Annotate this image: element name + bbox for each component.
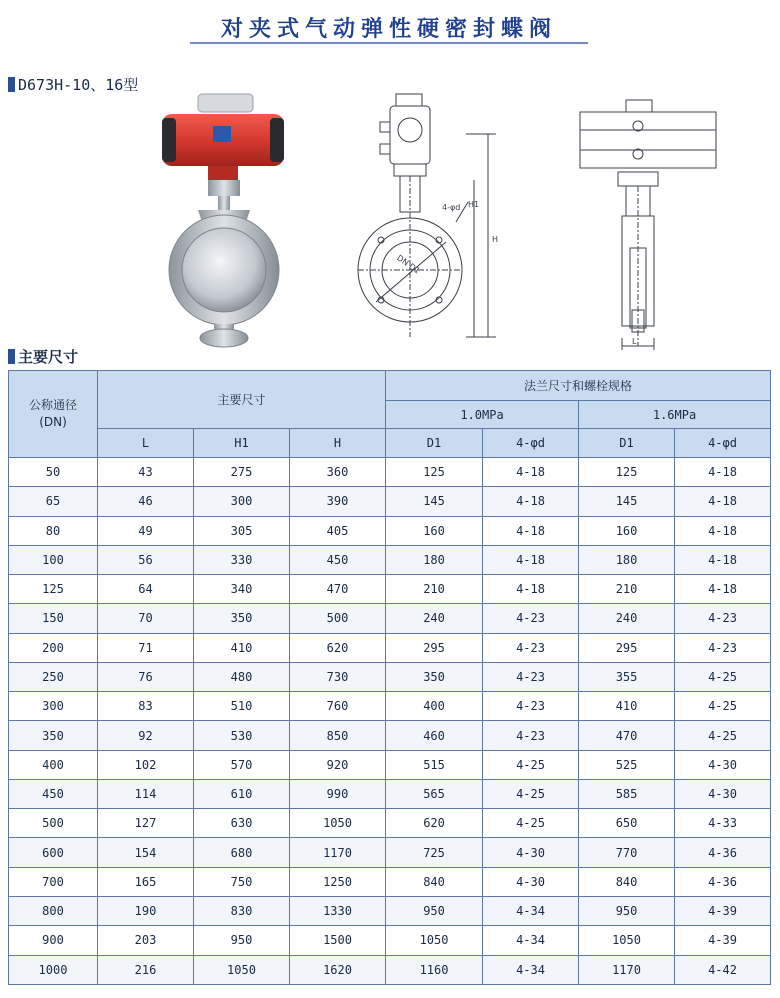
value-cell: 4-23: [675, 604, 771, 633]
value-cell: 240: [386, 604, 483, 633]
value-cell: 570: [194, 750, 290, 779]
value-cell: 4-18: [483, 575, 579, 604]
value-cell: 650: [579, 809, 675, 838]
value-cell: 180: [386, 545, 483, 574]
header-pressure-1-6: 1.6MPa: [579, 401, 771, 429]
header-pressure-1-0: 1.0MPa: [386, 401, 579, 429]
value-cell: 620: [290, 633, 386, 662]
value-cell: 525: [579, 750, 675, 779]
value-cell: 750: [194, 867, 290, 896]
table-row: [9, 779, 771, 808]
value-cell: 330: [194, 545, 290, 574]
value-cell: 950: [579, 896, 675, 925]
value-cell: 210: [386, 575, 483, 604]
subheader-cell: D1: [579, 429, 675, 458]
value-cell: 730: [290, 662, 386, 691]
value-cell: 4-23: [675, 633, 771, 662]
subheader-cell: 4-φd: [675, 429, 771, 458]
value-cell: 4-34: [483, 955, 579, 984]
dn-cell: 200: [9, 633, 98, 662]
value-cell: 70: [98, 604, 194, 633]
subheader-cell: 4-φd: [483, 429, 579, 458]
dn-cell: 125: [9, 575, 98, 604]
table-row: [9, 633, 771, 662]
value-cell: 620: [386, 809, 483, 838]
value-cell: 990: [290, 779, 386, 808]
value-cell: 4-18: [675, 545, 771, 574]
value-cell: 305: [194, 516, 290, 545]
value-cell: 770: [579, 838, 675, 867]
value-cell: 515: [386, 750, 483, 779]
value-cell: 4-30: [675, 779, 771, 808]
valve-photo: [158, 92, 293, 350]
value-cell: 4-25: [483, 809, 579, 838]
value-cell: 530: [194, 721, 290, 750]
table-row: [9, 545, 771, 574]
value-cell: 4-18: [675, 516, 771, 545]
h1-label: H1: [468, 200, 480, 209]
value-cell: 64: [98, 575, 194, 604]
value-cell: 4-34: [483, 926, 579, 955]
l-label: L: [632, 337, 637, 346]
value-cell: 1050: [290, 809, 386, 838]
value-cell: 630: [194, 809, 290, 838]
value-cell: 4-33: [675, 809, 771, 838]
table-row: [9, 867, 771, 896]
subheader-cell: D1: [386, 429, 483, 458]
value-cell: 145: [386, 487, 483, 516]
value-cell: 125: [579, 458, 675, 487]
dn-d1-label: DN D1: [395, 253, 422, 276]
value-cell: 950: [194, 926, 290, 955]
value-cell: 400: [386, 692, 483, 721]
value-cell: 210: [579, 575, 675, 604]
dn-cell: 400: [9, 750, 98, 779]
model-label: D673H-10、16型: [18, 76, 139, 94]
value-cell: 154: [98, 838, 194, 867]
section-heading: [8, 346, 78, 367]
value-cell: 4-18: [483, 458, 579, 487]
value-cell: 610: [194, 779, 290, 808]
value-cell: 125: [386, 458, 483, 487]
value-cell: 405: [290, 516, 386, 545]
dn-cell: 250: [9, 662, 98, 691]
subheader-cell: L: [98, 429, 194, 458]
value-cell: 500: [290, 604, 386, 633]
dn-cell: 500: [9, 809, 98, 838]
dimensions-table: [8, 370, 771, 985]
value-cell: 1050: [579, 926, 675, 955]
table-row: [9, 838, 771, 867]
value-cell: 355: [579, 662, 675, 691]
value-cell: 830: [194, 896, 290, 925]
value-cell: 350: [386, 662, 483, 691]
value-cell: 295: [579, 633, 675, 662]
value-cell: 340: [194, 575, 290, 604]
model-marker: [8, 77, 15, 92]
value-cell: 145: [579, 487, 675, 516]
value-cell: 760: [290, 692, 386, 721]
value-cell: 410: [579, 692, 675, 721]
table-row: [9, 516, 771, 545]
title-underline: [190, 42, 588, 44]
value-cell: 4-25: [483, 750, 579, 779]
subheader-cell: H: [290, 429, 386, 458]
bolt-label: 4-φd: [442, 203, 461, 212]
value-cell: 950: [386, 896, 483, 925]
dn-cell: 900: [9, 926, 98, 955]
side-view-drawing: [578, 98, 718, 350]
header-main-dimensions: 主要尺寸: [98, 371, 386, 429]
dn-cell: 150: [9, 604, 98, 633]
value-cell: 4-25: [675, 692, 771, 721]
value-cell: 240: [579, 604, 675, 633]
dn-cell: 80: [9, 516, 98, 545]
value-cell: 480: [194, 662, 290, 691]
value-cell: 295: [386, 633, 483, 662]
value-cell: 1500: [290, 926, 386, 955]
table-row: [9, 458, 771, 487]
value-cell: 4-18: [675, 575, 771, 604]
value-cell: 470: [290, 575, 386, 604]
value-cell: 460: [386, 721, 483, 750]
header-flange: 法兰尺寸和螺栓规格: [386, 371, 771, 401]
value-cell: 165: [98, 867, 194, 896]
value-cell: 56: [98, 545, 194, 574]
value-cell: 4-34: [483, 896, 579, 925]
value-cell: 4-30: [483, 838, 579, 867]
value-cell: 4-23: [483, 633, 579, 662]
value-cell: 92: [98, 721, 194, 750]
value-cell: 1250: [290, 867, 386, 896]
value-cell: 4-18: [483, 516, 579, 545]
value-cell: 160: [579, 516, 675, 545]
value-cell: 46: [98, 487, 194, 516]
value-cell: 840: [386, 867, 483, 896]
value-cell: 4-39: [675, 896, 771, 925]
value-cell: 4-36: [675, 838, 771, 867]
table-row: [9, 487, 771, 516]
value-cell: 585: [579, 779, 675, 808]
value-cell: 160: [386, 516, 483, 545]
value-cell: 4-23: [483, 604, 579, 633]
dn-cell: 600: [9, 838, 98, 867]
subheader-cell: H1: [194, 429, 290, 458]
table-row: [9, 604, 771, 633]
table-row: [9, 955, 771, 984]
value-cell: 350: [194, 604, 290, 633]
value-cell: 1050: [386, 926, 483, 955]
value-cell: 1620: [290, 955, 386, 984]
value-cell: 565: [386, 779, 483, 808]
value-cell: 4-25: [483, 779, 579, 808]
value-cell: 510: [194, 692, 290, 721]
value-cell: 4-42: [675, 955, 771, 984]
value-cell: 840: [579, 867, 675, 896]
value-cell: 1330: [290, 896, 386, 925]
value-cell: 410: [194, 633, 290, 662]
value-cell: 4-23: [483, 662, 579, 691]
value-cell: 4-18: [483, 545, 579, 574]
value-cell: 850: [290, 721, 386, 750]
value-cell: 360: [290, 458, 386, 487]
header-dn: 公称通径 (DN): [9, 371, 98, 458]
section-label: 主要尺寸: [18, 348, 79, 366]
value-cell: 1170: [290, 838, 386, 867]
value-cell: 300: [194, 487, 290, 516]
dn-cell: 50: [9, 458, 98, 487]
table-row: [9, 721, 771, 750]
value-cell: 680: [194, 838, 290, 867]
dn-cell: 350: [9, 721, 98, 750]
value-cell: 71: [98, 633, 194, 662]
value-cell: 43: [98, 458, 194, 487]
value-cell: 1170: [579, 955, 675, 984]
value-cell: 4-30: [483, 867, 579, 896]
value-cell: 275: [194, 458, 290, 487]
dn-cell: 100: [9, 545, 98, 574]
value-cell: 127: [98, 809, 194, 838]
table-row: [9, 926, 771, 955]
value-cell: 4-23: [483, 692, 579, 721]
table-row: [9, 750, 771, 779]
table-row: [9, 809, 771, 838]
value-cell: 203: [98, 926, 194, 955]
value-cell: 4-18: [483, 487, 579, 516]
value-cell: 4-36: [675, 867, 771, 896]
value-cell: 83: [98, 692, 194, 721]
value-cell: 180: [579, 545, 675, 574]
value-cell: 190: [98, 896, 194, 925]
value-cell: 1050: [194, 955, 290, 984]
dn-cell: 65: [9, 487, 98, 516]
value-cell: 450: [290, 545, 386, 574]
value-cell: 920: [290, 750, 386, 779]
value-cell: 4-39: [675, 926, 771, 955]
value-cell: 216: [98, 955, 194, 984]
dn-cell: 800: [9, 896, 98, 925]
dn-cell: 300: [9, 692, 98, 721]
page-title: 对夹式气动弹性硬密封蝶阀: [220, 16, 557, 42]
value-cell: 4-30: [675, 750, 771, 779]
value-cell: 4-18: [675, 458, 771, 487]
dn-cell: 450: [9, 779, 98, 808]
model-heading: [8, 74, 138, 95]
value-cell: 4-23: [483, 721, 579, 750]
value-cell: 76: [98, 662, 194, 691]
dn-cell: 1000: [9, 955, 98, 984]
table-row: [9, 692, 771, 721]
table-row: [9, 896, 771, 925]
table-row: [9, 575, 771, 604]
table-row: [9, 662, 771, 691]
front-view-drawing: [356, 92, 506, 342]
value-cell: 725: [386, 838, 483, 867]
value-cell: 102: [98, 750, 194, 779]
value-cell: 1160: [386, 955, 483, 984]
dn-cell: 700: [9, 867, 98, 896]
value-cell: 4-25: [675, 662, 771, 691]
section-marker: [8, 349, 15, 364]
value-cell: 390: [290, 487, 386, 516]
h-label: H: [492, 235, 499, 244]
value-cell: 4-25: [675, 721, 771, 750]
value-cell: 49: [98, 516, 194, 545]
value-cell: 114: [98, 779, 194, 808]
value-cell: 4-18: [675, 487, 771, 516]
value-cell: 470: [579, 721, 675, 750]
